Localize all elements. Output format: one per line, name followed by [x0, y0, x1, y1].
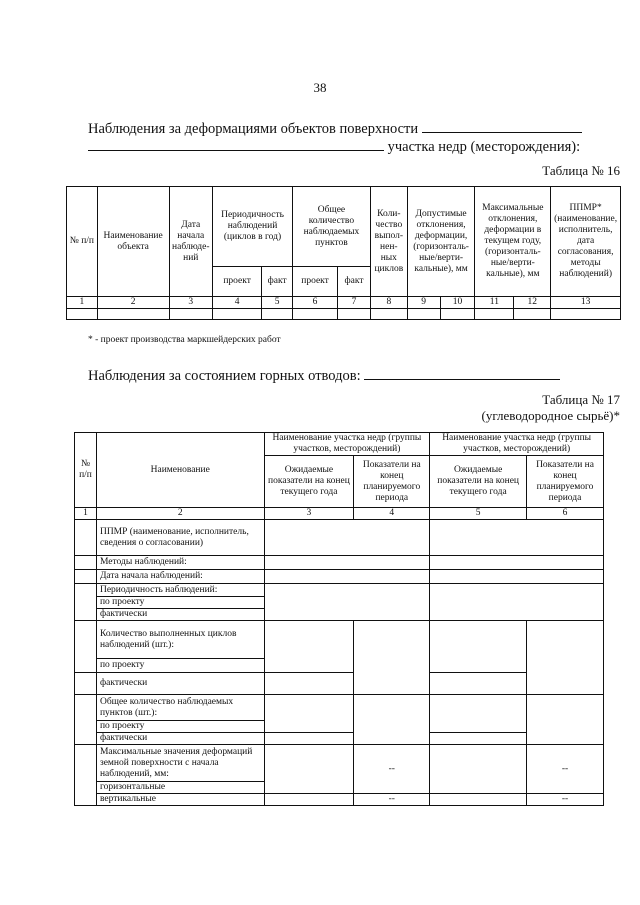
table-cell-empty: [264, 570, 430, 584]
table-cell-empty: [354, 695, 430, 745]
th-group-2: Наименование участка недр (группы участков, месторождений): [430, 433, 604, 456]
col-number: 13: [551, 297, 621, 309]
col-number: 6: [527, 508, 604, 520]
table-cell-empty: [354, 621, 430, 695]
table-cell-empty: [370, 309, 407, 320]
th-num: № п/п: [75, 433, 97, 508]
col-number: 8: [370, 297, 407, 309]
table-cell-empty: [75, 673, 97, 695]
table-cell-empty: [264, 745, 354, 794]
th-allowed: Допустимые отклонения, деформации, (горизонталь-ные/верти-кальные), мм: [407, 187, 475, 297]
value-dash: --: [527, 745, 604, 794]
th-name: Наименование объекта: [97, 187, 169, 297]
table-cell-empty: [440, 309, 475, 320]
col-number: 2: [97, 297, 169, 309]
th-group-1: Наименование участка недр (группы участков, месторождений): [264, 433, 430, 456]
table-cell-empty: [264, 556, 430, 570]
th-period: Периодичность наблюдений (циклов в год): [213, 187, 293, 267]
table-cell-empty: [430, 556, 604, 570]
th-name: Наименование: [96, 433, 264, 508]
row-label: Дата начала наблюдений:: [96, 570, 264, 584]
table-cell-empty: [169, 309, 213, 320]
th-planned: Показатели на конец планируемого периода: [527, 456, 604, 508]
table17-subcaption: (углеводородное сырьё)*: [481, 408, 620, 423]
table-cell-empty: [264, 584, 430, 621]
table-cell-empty: [75, 695, 97, 745]
th-ppmr: ППМР* (наименование, исполнитель, дата согласования, методы наблюдений): [551, 187, 621, 297]
table-cell-empty: [264, 733, 354, 745]
heading-deformations-row2: [88, 136, 580, 156]
table-cell-empty: [264, 673, 354, 695]
col-number: 9: [407, 297, 440, 309]
col-number: 5: [262, 297, 293, 309]
table-cell-empty: [430, 695, 527, 733]
col-number: 4: [213, 297, 262, 309]
table-cell-empty: [527, 621, 604, 695]
table-cell-empty: [97, 309, 169, 320]
col-number: 3: [169, 297, 213, 309]
fill-in-line: [422, 118, 582, 133]
table-cell-empty: [75, 570, 97, 584]
col-number: 2: [96, 508, 264, 520]
table-cell-empty: [75, 520, 97, 556]
col-number: 1: [67, 297, 98, 309]
table-cell-empty: [338, 309, 371, 320]
table-cell-empty: [430, 745, 527, 794]
table-cell-empty: [430, 733, 527, 745]
row-label: фактически: [96, 673, 264, 695]
table-cell-empty: [551, 309, 621, 320]
table-cell-empty: [475, 309, 514, 320]
table-cell-empty: [264, 695, 354, 733]
th-planned: Показатели на конец планируемого периода: [354, 456, 430, 508]
row-label: Периодичность наблюдений:: [96, 584, 264, 597]
th-expected: Ожидаемые показатели на конец текущего года: [264, 456, 354, 508]
col-number: 11: [475, 297, 514, 309]
table-cell-empty: [75, 745, 97, 806]
table-17: [74, 432, 604, 806]
heading-deformations: [88, 118, 582, 138]
row-label: Методы наблюдений:: [96, 556, 264, 570]
row-label: по проекту: [96, 597, 264, 609]
value-dash: --: [354, 794, 430, 806]
col-number: 12: [514, 297, 551, 309]
heading-mining-allotments-text: Наблюдения за состоянием горных отводов:: [88, 368, 361, 384]
table-cell-empty: [264, 621, 354, 673]
table-cell-empty: [213, 309, 262, 320]
table-cell-empty: [262, 309, 293, 320]
row-label: Количество выполненных циклов наблюдений (шт.):: [96, 621, 264, 659]
table-cell-empty: [264, 520, 430, 556]
table-cell-empty: [514, 309, 551, 320]
table-cell-empty: [292, 309, 337, 320]
row-label: по проекту: [96, 721, 264, 733]
table-cell-empty: [430, 794, 527, 806]
col-number: 3: [264, 508, 354, 520]
col-number: 5: [430, 508, 527, 520]
th-num: № п/п: [67, 187, 98, 297]
th-project: проект: [292, 267, 337, 297]
col-number: 7: [338, 297, 371, 309]
col-number: 1: [75, 508, 97, 520]
th-fact: факт: [262, 267, 293, 297]
table-cell-empty: [430, 584, 604, 621]
heading-mining-allotments: [88, 365, 560, 385]
footnote: * - проект производства маркшейдерских работ: [88, 335, 281, 345]
row-label: Общее количество наблюдаемых пунктов (шт.):: [96, 695, 264, 721]
col-number: 6: [292, 297, 337, 309]
value-dash: --: [527, 794, 604, 806]
fill-in-line: [364, 365, 560, 380]
table16-caption: Таблица № 16: [542, 163, 620, 178]
table-cell-empty: [75, 556, 97, 570]
heading-deformations-line1: Наблюдения за деформациями объектов поверхности: [88, 121, 419, 137]
page-number: 38: [313, 80, 327, 95]
table-cell-empty: [430, 621, 527, 673]
table-cell-empty: [67, 309, 98, 320]
col-number: 10: [440, 297, 475, 309]
row-label: вертикальные: [96, 794, 264, 806]
th-fact: факт: [338, 267, 371, 297]
row-label: фактически: [96, 733, 264, 745]
table17-caption: Таблица № 17: [542, 392, 620, 407]
fill-in-line: [88, 136, 384, 151]
table-cell-empty: [264, 794, 354, 806]
table-cell-empty: [407, 309, 440, 320]
table-cell-empty: [75, 621, 97, 673]
row-label: ППМР (наименование, исполнитель, сведения о согласовании): [96, 520, 264, 556]
th-start: Дата начала наблюде-ний: [169, 187, 213, 297]
row-label: горизонтальные: [96, 782, 264, 794]
table-cell-empty: [75, 584, 97, 621]
heading-deformations-line2: участка недр (месторождения):: [387, 139, 581, 155]
th-project: проект: [213, 267, 262, 297]
th-max: Максимальные отклонения, деформации в текущем году, (горизонталь-ные/верти-кальные), мм: [475, 187, 551, 297]
table-cell-empty: [430, 570, 604, 584]
table-cell-empty: [430, 673, 527, 695]
th-cycles: Коли-чество выпол-нен-ных циклов: [370, 187, 407, 297]
table-cell-empty: [527, 695, 604, 745]
row-label: фактически: [96, 609, 264, 621]
table-16: [66, 186, 621, 320]
th-expected: Ожидаемые показатели на конец текущего года: [430, 456, 527, 508]
col-number: 4: [354, 508, 430, 520]
value-dash: --: [354, 745, 430, 794]
th-total: Общее количество наблюдаемых пунктов: [292, 187, 370, 267]
row-label: по проекту: [96, 659, 264, 673]
table-cell-empty: [430, 520, 604, 556]
row-label: Максимальные значения деформаций земной поверхности с начала наблюдений, мм:: [96, 745, 264, 782]
